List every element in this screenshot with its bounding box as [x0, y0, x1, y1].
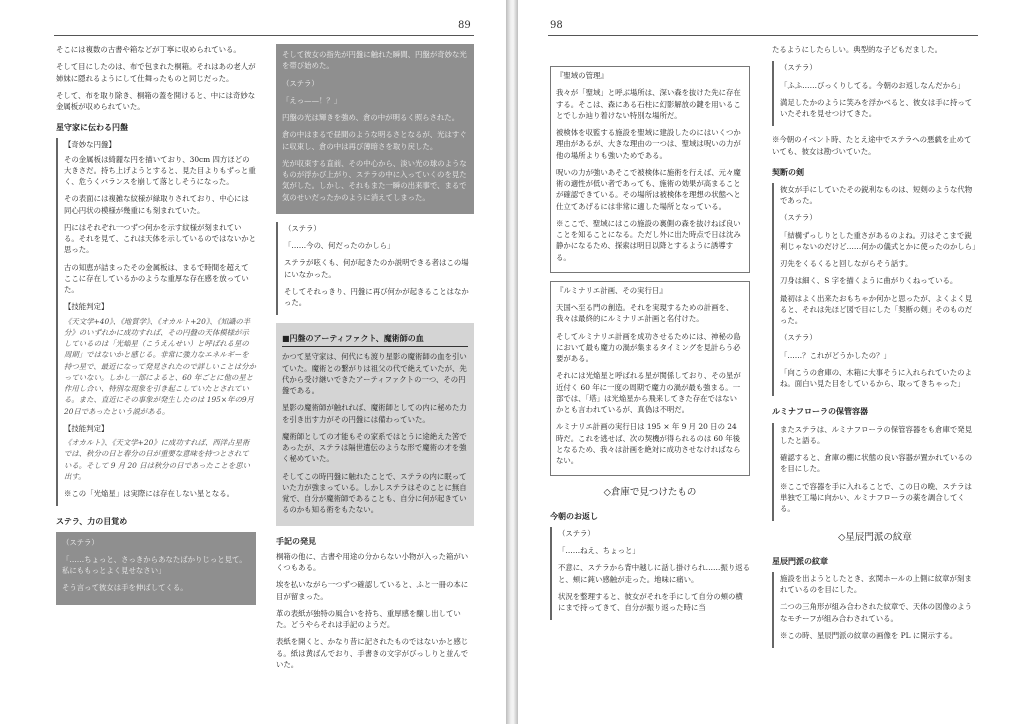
note: ※ここで容器を手に入れることで、この日の晩、ステラは単独で工場に向かい、ルミナフローラの薬を調合してくる。 — [780, 481, 972, 514]
paragraph: 埃を払いながら一つずつ確認していると、ふと一冊の本に目が留まった。 — [276, 580, 469, 601]
quote: 「……今の、何だったのかしら」 — [284, 241, 395, 250]
secret-heading: ■円盤のアーティファクト、魔術師の血 — [282, 333, 468, 347]
paragraph: またステラは、ルミナフローラの保管容器をも倉庫で発見したと語る。 — [780, 424, 973, 445]
speaker: （ステラ） — [780, 213, 817, 223]
grey-box — [56, 532, 256, 605]
note: ※この時、星辰門派の紋章の画像を PL に開示する。 — [780, 630, 958, 640]
header-rule — [548, 35, 978, 36]
paragraph: 倉の中はまるで昼間のような明るさとなるが、光はすぐに収束し、倉の中は再び薄暗さを取り戻した。 — [282, 130, 467, 151]
paragraph: たるようにしたらしい。典型的な子どもだました。 — [772, 45, 942, 54]
sub-heading: 今朝のお返し — [550, 511, 598, 521]
paragraph: 我々が「聖域」と呼ぶ場所は、深い森を抜けた先に存在する。そこは、森にある石柱に幻影解放の鍵を用いることでしか辿り着けない特別な場所だ。 — [556, 88, 741, 120]
paragraph: 表紙を開くと、かなり昔に記されたものではないかと感じる。紙は黄ばんでおり、手書きの文字がびっしりと並んでいた。 — [276, 637, 469, 669]
quote: 「向こうの倉庫の、木箱に大事そうに入れられていたのよね。面白い見た目をしているから、取ってきちゃった」 — [780, 367, 972, 389]
speaker: （ステラ） — [558, 528, 595, 538]
paragraph: 天国へ至る門の創造。それを実現するための計画を、我々は最終的にルミナリエ計画と名付けた。 — [556, 303, 734, 324]
paragraph: その表面には複雑な紋様が緑取りされており、中心には同心円状の模様が幾重にも刻まれていた。 — [64, 194, 249, 215]
paragraph: 魔術師としての才能もその家系ではとうに途絶えた筈であったが、ステラは隔世遺伝のような形で魔術の才を強く秘めていた。 — [282, 431, 467, 464]
note: ※今朝のイベント時、たとえ途中でステラへの悪戯を止めていても、彼女は勘づいていた。 — [772, 135, 972, 156]
paragraph: 満足したかのように笑みを浮かべると、彼女は手に持っていたそれを見せつけてきた。 — [780, 97, 973, 118]
document-title: 『ルミナリエ計画、その実行日』 — [556, 285, 667, 295]
skill-check-label: 【技能判定】 — [64, 302, 109, 312]
section-heading: 星守家に伝わる円盤 — [56, 123, 128, 133]
paragraph: そしてそれっきり、円盤に再び何かが起きることはなかった。 — [284, 286, 469, 307]
sidebar-box — [56, 138, 256, 506]
header-rule — [54, 35, 474, 36]
quote: 「ふふ……びっくりしてる。今朝のお返しなんだから」 — [780, 80, 965, 90]
quote: 「結構ずっしりとした重さがあるのよね。刃はそこまで鋭利じゃないのだけど……何かの儀式とかに使ったのかしら」 — [780, 230, 980, 251]
page-number: 98 — [550, 20, 563, 31]
skill-check-label: 【技能判定】 — [64, 423, 109, 433]
paragraph: それには光焔星と呼ばれる星が関係しており、その星が近付く 60 年に一度の周期で魔力の渦が最も強まる。一部では、「塔」は光焔星から飛来してきた存在ではないかとも言われているが、真偽は不明だ。 — [556, 371, 741, 414]
paragraph: 被検体を収監する施設を聖域に建設したのにはいくつか理由があるが、大きな理由の一つは、聖域は呪いの力が他の場所よりも強いためである。 — [556, 128, 741, 160]
quote: 「……ねえ、ちょっと」 — [558, 546, 640, 556]
speaker: （ステラ） — [780, 333, 817, 343]
quote: 「……？これがどうかしたの？」 — [780, 350, 891, 360]
paragraph: 確認すると、倉庫の棚に状態の良い容器が置かれているのを目にした。 — [780, 453, 973, 474]
speaker: （ステラ） — [780, 63, 817, 73]
section-heading: ステラ、力の目覚め — [56, 517, 128, 527]
quote: 「えっ——！？」 — [282, 95, 342, 105]
box-label: 【奇妙な円盤】 — [64, 140, 116, 150]
paragraph: 古の知恵が詰まったその金属板は、まるで時間を超えてここに存在しているかのような重厚な存在感を放っていた。 — [64, 262, 249, 295]
paragraph: 二つの三角形が組み合わされた紋章で、天体の図像のようなモチーフが組み合わされている。 — [780, 602, 973, 623]
paragraph: 最初はよく出来たおもちゃか何かと思ったが、よくよく見ると、それは先ほど図で目にした「契断の剣」そのものだった。 — [780, 293, 973, 326]
section-heading-diamond: ◇倉庫で見つけたもの — [603, 487, 697, 499]
sidebar-box — [772, 61, 978, 126]
paragraph: そしてルミナリエ計画を成功させるためには、神秘の島において最も魔力の渦が集まるタイミングを見計らう必要がある。 — [556, 331, 741, 363]
paragraph: 星影の魔術師が触れれば、魔術師としての内に秘めた力を引き出す力がその円盤には備わっていた。 — [282, 403, 467, 424]
paragraph: 呪いの力が強いあそこで被検体に施術を行えば、元々魔術の適性が低い者であっても、施術の効果が高まることが確認できている。その場所は被検体を理想の状態へと仕立てあげるには非常に適した場所となっている。 — [556, 167, 741, 211]
paragraph: 円にはそれぞれ一つずつ何かを示す紋様が刻まれている。それを見て、これは天体を示しているのではないかと思った。 — [64, 222, 257, 255]
paragraph: 円盤の光は輝きを強め、倉の中が明るく照らされた。 — [282, 113, 460, 122]
secret-box — [276, 323, 474, 525]
paragraph: 革の表紙が独特の風合いを持ち、重厚感を醸し出していた。どうやらそれは手記のようだ。 — [276, 608, 461, 630]
paragraph: そしてこの時円盤に触れたことで、ステラの内に眠っていた力が強まっている。しかしステラはそのことに無自覚で、自分が魔術師であることも、自分に何が起きているのかも知る術をもたない。 — [282, 471, 467, 515]
speaker: （ステラ） — [282, 78, 319, 88]
skill-check-text: 《天文学+40》、《地質学》、《オカルト+20》、《知識の半分》のいずれかに成功すれば、その円盤の天体模様が示しているのは「光焔星（こうえんせい）と呼ばれる星の周期」ではないかと感じる。非常に強力なエネルギーを持つ星で、最近になって発見されたので詳しいことは分かっていない。しかし一部によると、60 年ごとに他の星と作用し合い、特別な現象を引き起こしていたとされている。また、直近にその事象が発生したのは 195×年の9月20日であったという説がある。 — [64, 316, 257, 416]
page-number: 89 — [458, 20, 471, 31]
note: ※この「光焔星」は実際には存在しない星となる。 — [64, 489, 234, 499]
paragraph: そこには複数の古書や箱などが丁寧に収められている。 — [56, 45, 241, 54]
grey-box — [276, 44, 474, 214]
paragraph: 刃先をくるくると回しながらそう話す。 — [780, 259, 913, 269]
sidebar-box — [276, 222, 474, 316]
left-page — [0, 0, 506, 724]
right-column-1 — [550, 66, 750, 628]
sidebar-box — [772, 423, 978, 522]
sidebar-box — [550, 527, 750, 621]
paragraph: ルミナリエ計画の実行日は 195 × 年 9 月 20 日の 24 時だ。これを逃せば、次の契機が得られるのは 60 年後となるため、我々は計画を絶対に成功させなければならない。 — [556, 422, 741, 465]
left-column-1 — [56, 44, 256, 613]
paragraph: そして彼女の指先が円盤に触れた瞬間、円盤が奇妙な光を帯び始めた。 — [282, 50, 467, 71]
paragraph: その金属板は綺麗な円を描いており、30cm 四方ほどの大きさだ。持ち上げようとすると、見た目よりもずっと重く、危うくバランスを崩して落としそうになった。 — [64, 154, 256, 187]
section-heading: 手記の発見 — [276, 536, 316, 546]
note: ※ここで、聖域にはこの施設の裏側の森を抜けねば良いことを知ることになる。ただし外に出た時点で日は沈み静かになるため、探索は明日以降とするように誘導する。 — [556, 218, 741, 262]
paragraph: 施設を出ようとしたとき、玄関ホールの上側に紋章が刻まれているのを目にした。 — [780, 573, 972, 595]
paragraph: ステラが呟くも、何が起きたのか説明できる者はこの場にいなかった。 — [284, 258, 469, 279]
speaker: （ステラ） — [62, 537, 99, 547]
paragraph: 不意に、ステラから背中越しに話し掛けられ……振り返ると、頬に鈍い感触が走った。地味に痛い。 — [558, 563, 751, 584]
paragraph: 彼女が手にしていたその鋭利なものは、短剣のような代物であった。 — [780, 184, 973, 206]
book-gutter — [506, 0, 518, 724]
sidebar-box — [772, 572, 978, 648]
speaker: （ステラ） — [284, 223, 321, 233]
section-heading: ルミナフローラの保管容器 — [772, 407, 868, 417]
paragraph: そして目にしたのは、布で包まれた桐箱。それはあの老人が姉妹に隠れるようにして仕舞ったものと同じだった。 — [56, 62, 256, 83]
paragraph: そして、布を取り除き、桐箱の蓋を開けると、中には奇妙な金属板が収められていた。 — [56, 90, 256, 111]
paragraph: そう言って彼女は手を伸ばしてくる。 — [62, 583, 188, 593]
right-column-2 — [772, 44, 978, 656]
sidebar-box — [772, 183, 978, 397]
paragraph: 刀身は細く、S 字を描くように曲がりくねっている。 — [780, 276, 958, 286]
paragraph: 状況を整理すると、彼女がそれを手にして自分の頬の横にまで持ってきて、自分が振り返った時に当 — [558, 591, 743, 613]
document-title: 『聖域の管理』 — [556, 71, 608, 80]
paragraph: かつて星守家は、何代にも渡り星影の魔術師の血を引いていた。魔術との繋がりは祖父の代で絶えていたが、先代から受け継いできたアーティファクトの一つ、その円盤である。 — [282, 352, 467, 396]
section-heading-diamond: ◇星辰門派の紋章 — [838, 532, 912, 544]
skill-check-text: 《オカルト》、《天文学+20》に成功すれば、西洋占星術では、秋分の日と春分の日が重要な意味を持つとされている。そして 9 月 20 日は秋分の日であったことを思い出す。 — [64, 438, 251, 481]
document-box — [550, 66, 750, 273]
document-box — [550, 281, 750, 477]
section-heading: 契断の剣 — [772, 167, 804, 177]
right-page — [518, 0, 1024, 724]
paragraph: 桐箱の他に、古書や用途の分からない小物が入った箱がいくつもある。 — [276, 551, 469, 573]
quote: 「……ちょっと、さっきからあなたばかりじっと見て。私にももっとよく見せなさい」 — [62, 554, 247, 576]
paragraph: 光が収束する直前、その中心から、淡い光の球のようなものが浮かび上がり、ステラの中に入っていくのを見た気がした。しかし、それもまた一瞬の出来事で、まるで気のせいだったかのように消えてしまった。 — [282, 158, 467, 202]
left-column-2 — [276, 44, 474, 676]
section-heading: 星辰門派の紋章 — [772, 556, 828, 566]
